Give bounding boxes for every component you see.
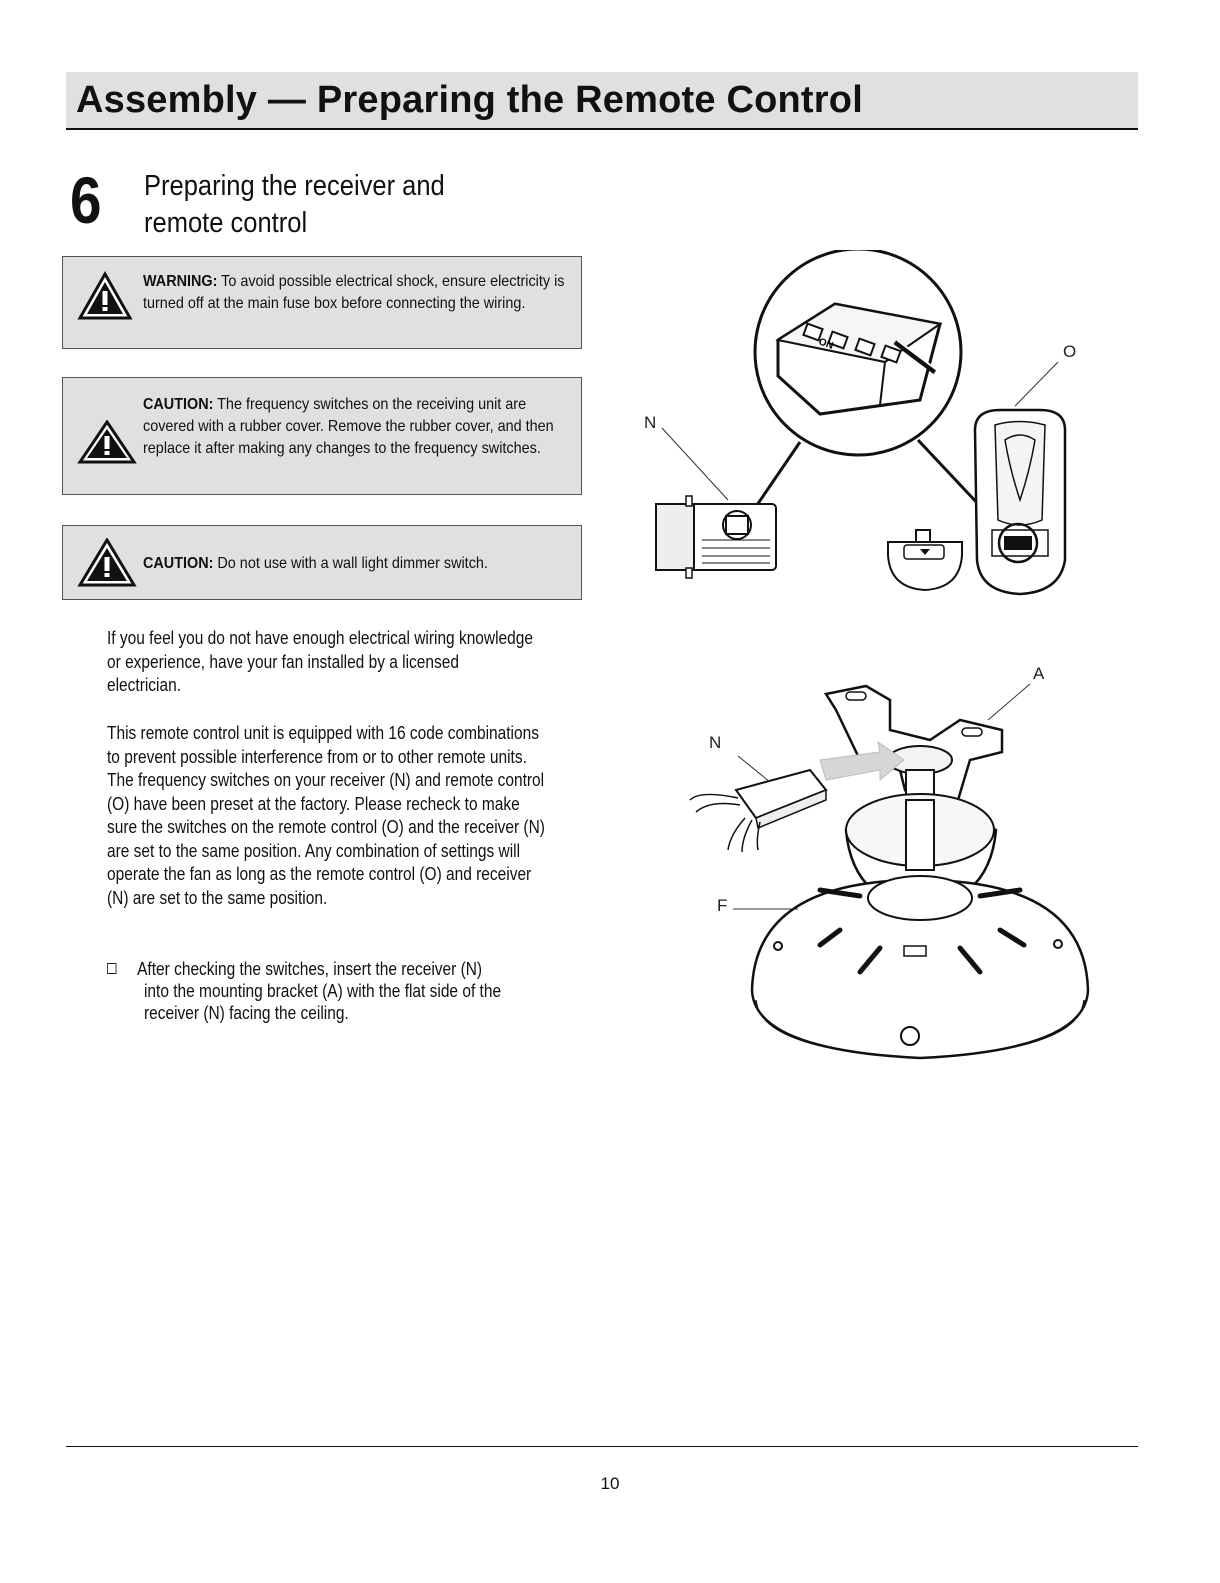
caution-dimmer-message: Do not use with a wall light dimmer switch.	[213, 555, 488, 572]
warning-box	[62, 256, 582, 349]
warning-triangle-icon	[77, 271, 133, 321]
step-title-line1: Preparing the receiver and	[144, 170, 445, 202]
warning-text	[143, 271, 571, 315]
caution-triangle-icon	[77, 538, 137, 588]
checkbox-icon	[107, 963, 116, 974]
caution-label: CAUTION:	[143, 396, 214, 413]
paragraph-electrician: If you feel you do not have enough electrical wiring knowledge or experience, have your fan installed by a licensed electrician.	[107, 628, 533, 695]
battery-cover	[888, 530, 962, 590]
remote-control	[975, 410, 1065, 594]
switch-on-text: ON	[816, 336, 835, 352]
label-o: O	[1063, 342, 1077, 361]
instruction-line1: After checking the switches, insert the receiver (N)	[137, 959, 483, 979]
page-number: 10	[600, 1474, 620, 1493]
step-number: 6	[70, 163, 102, 237]
caution-frequency-message: The frequency switches on the receiving unit are covered with a rubber cover. Remove the rubber cover, and then replace it after making any changes to the frequency switches.	[143, 396, 554, 457]
instruction-item	[107, 958, 554, 1024]
caution-dimmer-text	[143, 553, 571, 575]
caution-frequency-text	[143, 394, 571, 460]
page-title: Assembly — Preparing the Remote Control	[76, 79, 863, 121]
caution-box-dimmer	[62, 525, 582, 600]
step-title-line2: remote control	[144, 207, 308, 239]
instruction-rest: into the mounting bracket (A) with the flat side of the receiver (N) facing the ceiling.	[143, 981, 502, 1023]
warning-message: To avoid possible electrical shock, ensure electricity is turned off at the main fuse box before connecting the wiring.	[143, 273, 565, 312]
caution-box-frequency	[62, 377, 582, 495]
paragraph-code-combinations: This remote control unit is equipped with 16 code combinations to prevent possible interference from or to other remote units. The frequency switches on your receiver (N) and remote control (O) have been preset at the factory. Please recheck to make sure the switches on the remote control (O) and the receiver (N) are set to the same position. Any combination of settings will operate the fan as long as the remote control (O) and receiver (N) are set to the same position.	[107, 723, 545, 908]
canopy	[752, 794, 1088, 1058]
label-n-bottom: N	[709, 733, 722, 752]
caution-label: CAUTION:	[143, 555, 214, 572]
step-title	[144, 168, 514, 242]
receiver-remote-illustration	[620, 250, 1140, 1070]
caution-triangle-icon	[77, 420, 137, 464]
footer-divider	[66, 1446, 1138, 1447]
warning-label: WARNING:	[143, 273, 218, 290]
label-a: A	[1033, 664, 1045, 683]
label-n-top: N	[644, 413, 657, 432]
receiver-with-wires	[690, 770, 826, 852]
magnified-switch-view	[755, 250, 961, 455]
section-header	[66, 72, 1138, 130]
label-f: F	[717, 896, 728, 915]
receiver-unit	[656, 496, 776, 578]
